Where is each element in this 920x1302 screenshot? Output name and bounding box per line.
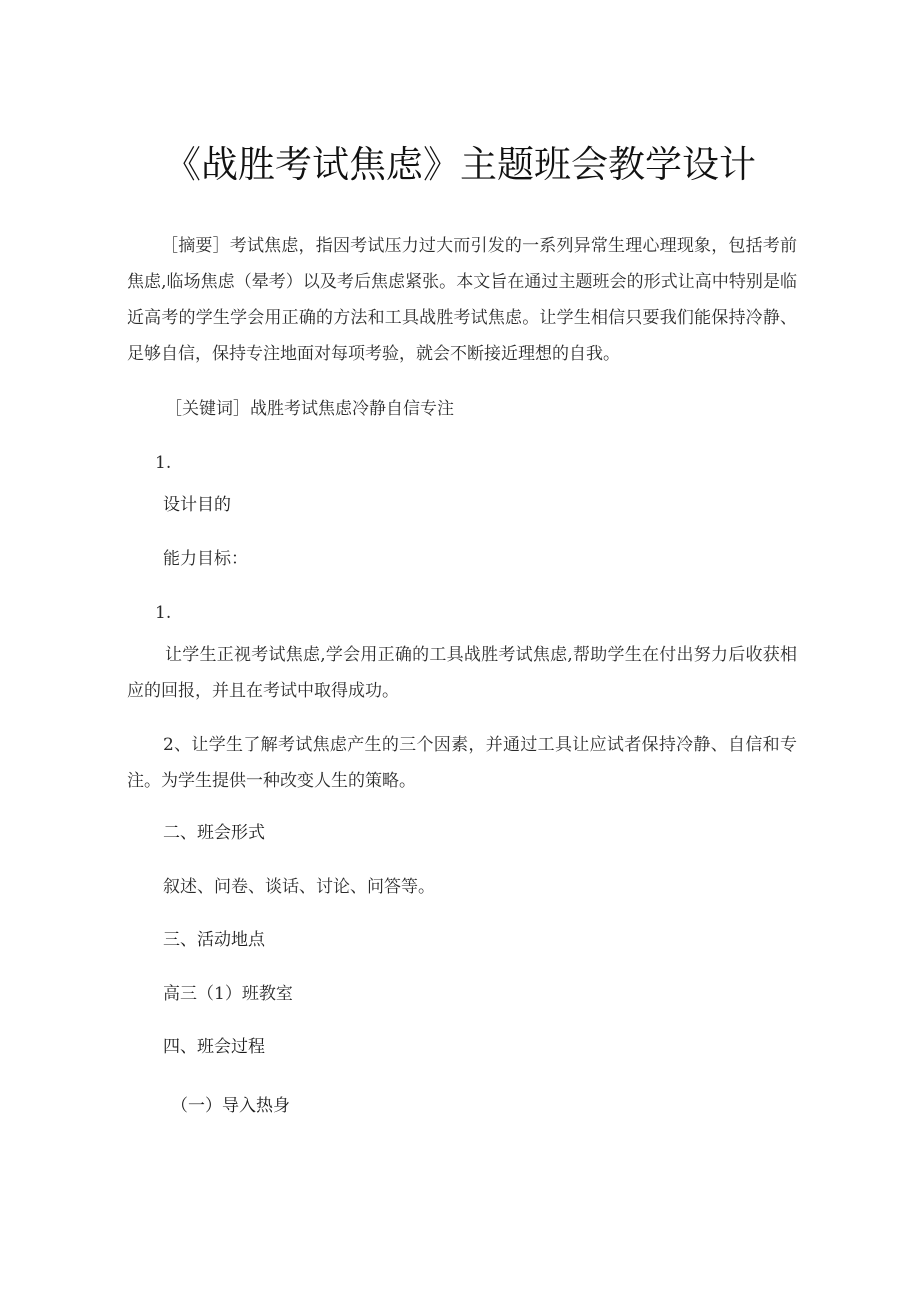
section-4-title: 四、班会过程: [163, 1037, 265, 1057]
ability-goal-label: 能力目标：: [163, 549, 248, 569]
section-3-content: 高三（1）班教室: [163, 984, 293, 1004]
section-2-title: 二、班会形式: [163, 823, 265, 843]
keywords-line: ［关键词］战胜考试焦虑冷静自信专注: [165, 399, 454, 419]
section-3-title: 三、活动地点: [163, 930, 265, 950]
section-1-number: 1.: [155, 453, 172, 473]
section-1-title: 设计目的: [163, 495, 231, 515]
goal-1-number: 1.: [155, 603, 172, 623]
goal-2-paragraph: 2、让学生了解考试焦虑产生的三个因素，并通过工具让应试者保持冷静、自信和专注。为学生提供一种改变人生的策略。: [127, 735, 797, 791]
document-title: 《战胜考试焦虑》主题班会教学设计: [164, 143, 756, 186]
goal-1-paragraph: 让学生正视考试焦虑,学会用正确的工具战胜考试焦虑,帮助学生在付出努力后收获相应的回报，并且在考试中取得成功。: [127, 645, 797, 701]
subsection-1-title: （一）导入热身: [171, 1096, 290, 1116]
section-2-content: 叙述、问卷、谈话、讨论、问答等。: [163, 877, 435, 897]
abstract-paragraph: ［摘要］考试焦虑，指因考试压力过大而引发的一系列异常生理心理现象，包括考前焦虑,临场焦虑（晕考）以及考后焦虑紧张。本文旨在通过主题班会的形式让高中特别是临近高考的学生学会用正确的方法和工具战胜考试焦虑。让学生相信只要我们能保持冷静、足够自信，保持专注地面对每项考验，就会不断接近理想的自我。: [127, 236, 797, 364]
